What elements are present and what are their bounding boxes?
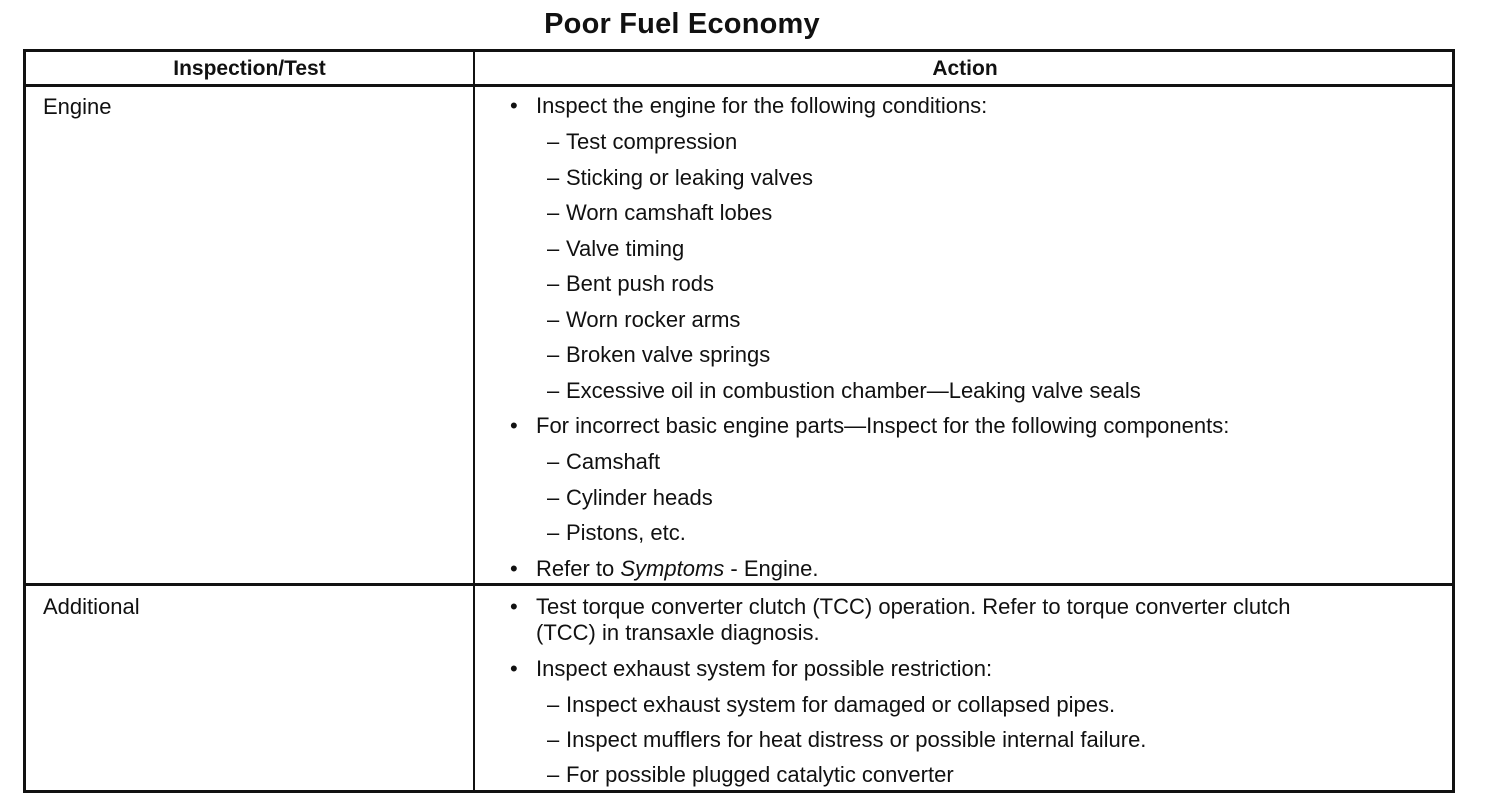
sub-item: – Inspect mufflers for heat distress or possible internal failure.: [510, 727, 1432, 753]
bullet-item: • Test torque converter clutch (TCC) operation. Refer to torque converter clutch (TCC) in transaxle diagnosis.: [510, 594, 1336, 646]
header-inspection-test: Inspection/Test: [173, 57, 326, 80]
sub-item: – Cylinder heads: [510, 485, 1432, 511]
sub-item: – Bent push rods: [510, 271, 1432, 297]
bullet-item: • For incorrect basic engine parts—Inspect for the following components:: [510, 413, 1432, 439]
sub-item: – Worn rocker arms: [510, 307, 1432, 333]
sub-item: – Sticking or leaking valves: [510, 165, 1432, 191]
sub-item: – Broken valve springs: [510, 342, 1432, 368]
column-divider: [473, 52, 475, 790]
sub-item: – Camshaft: [510, 449, 1432, 475]
action-cell-engine: [510, 93, 1432, 592]
sub-item: – Inspect exhaust system for damaged or collapsed pipes.: [510, 692, 1432, 718]
bullet-item-refer: [510, 556, 1432, 582]
sub-item: – Pistons, etc.: [510, 520, 1432, 546]
diagnostic-table: [23, 49, 1455, 793]
refer-emphasis: Symptoms: [620, 555, 725, 581]
page-title: Poor Fuel Economy: [544, 8, 820, 40]
row-label-engine: Engine: [43, 94, 112, 119]
sub-item: – Test compression: [510, 129, 1432, 155]
refer-suffix: - Engine.: [724, 555, 819, 581]
action-cell-additional: [510, 594, 1432, 797]
sub-item: – Valve timing: [510, 236, 1432, 262]
header-divider: [26, 84, 1452, 87]
sub-item: – Excessive oil in combustion chamber—Leaking valve seals: [510, 378, 1432, 404]
header-action: Action: [932, 57, 998, 80]
sub-item: – Worn camshaft lobes: [510, 200, 1432, 226]
bullet-item: • Inspect exhaust system for possible restriction:: [510, 656, 1432, 682]
bullet-item: • Inspect the engine for the following conditions:: [510, 93, 1432, 119]
row-label-additional: Additional: [43, 594, 140, 619]
refer-prefix: Refer to: [536, 555, 621, 581]
sub-item: – For possible plugged catalytic converter: [510, 762, 1432, 788]
